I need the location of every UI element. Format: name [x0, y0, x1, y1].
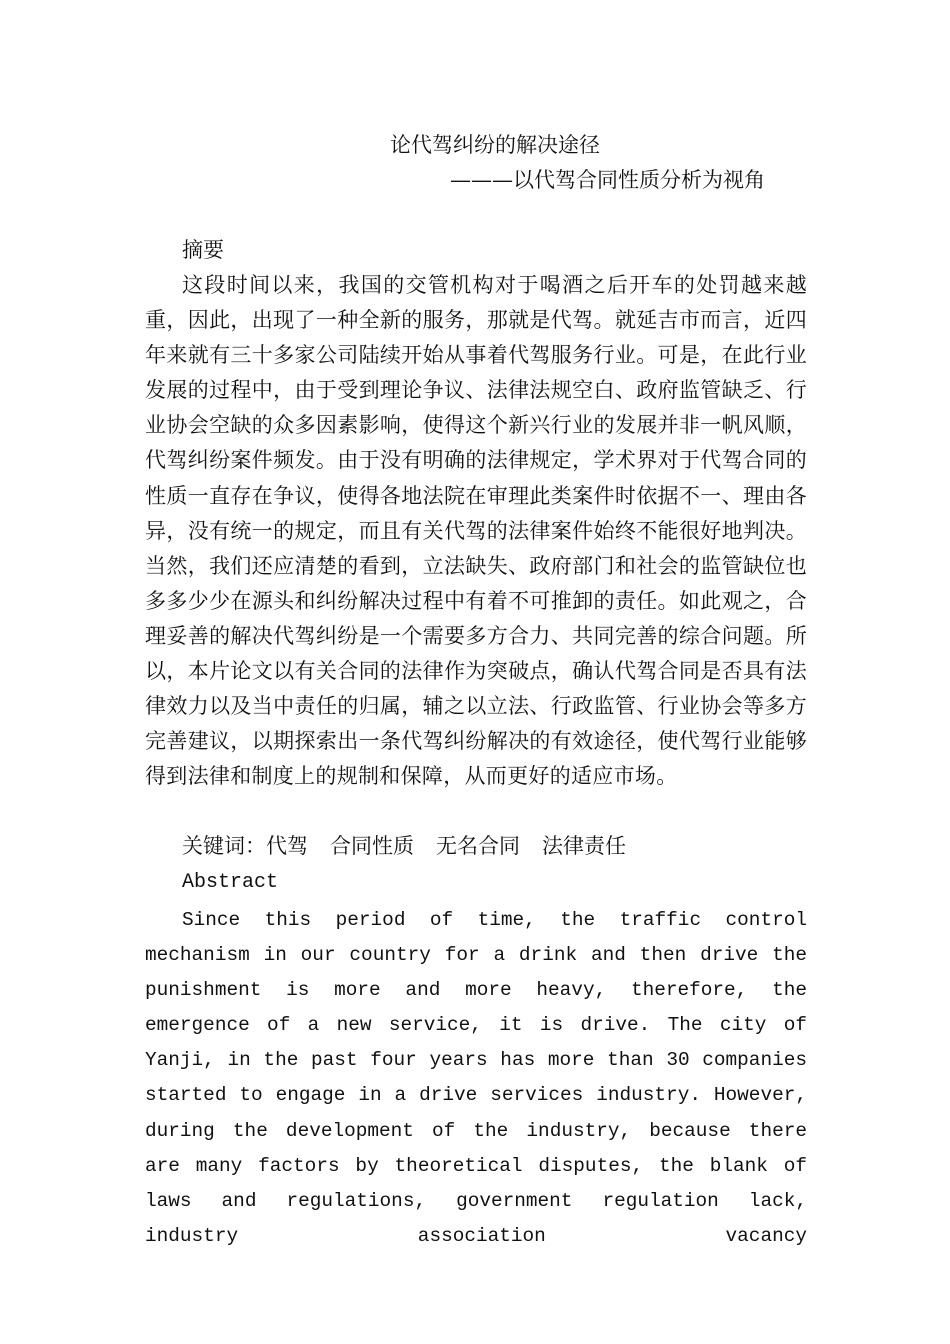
keyword: 合同性质 — [330, 834, 414, 858]
abstract-heading: 摘要 — [182, 238, 224, 262]
abstract-english-heading: Abstract — [182, 871, 279, 894]
keyword: 法律责任 — [542, 834, 626, 858]
abstract-chinese-body: 这段时间以来，我国的交管机构对于喝酒之后开车的处罚越来越重，因此，出现了一种全新的服务，那就是代驾。就延吉市而言，近四年来就有三十多家公司陆续开始从事着代驾服务行业。可是，在此行业发展的过程中，由于受到理论争议、法律法规空白、政府监管缺乏、行业协会空缺的众多因素影响，使得这个新兴行业的发展并非一帆风顺，代驾纠纷案件频发。由于没有明确的法律规定，学术界对于代驾合同的性质一直存在争议，使得各地法院在审理此类案件时依据不一、理由各异，没有统一的规定，而且有关代驾的法律案件始终不能很好地判决。当然，我们还应清楚的看到，立法缺失、政府部门和社会的监管缺位也多多少少在源头和纠纷解决过程中有着不可推卸的责任。如此观之，合理妥善的解决代驾纠纷是一个需要多方合力、共同完善的综合问题。所以，本片论文以有关合同的法律作为突破点，确认代驾合同是否具有法律效力以及当中责任的归属，辅之以立法、行政监管、行业协会等多方完善建议，以期探索出一条代驾纠纷解决的有效途径，使代驾行业能够得到法律和制度上的规制和保障，从而更好的适应市场。 — [145, 273, 807, 789]
abstract-english-body: Since this period of time, the traffic control mechanism in our country for a drink and then drive the punishment is more and more heavy, therefore, the emergence of a new service, it is drive. The city of Yanji, in the past four years has more than 30 companies started to engage in a drive services industry. However, during the development of the industry, because there are many factors by theoretical disputes, the blank of laws and regulations, government regulation lack, industry association vacancy — [145, 909, 807, 1247]
paper-title: 论代驾纠纷的解决途径 — [390, 133, 600, 157]
keyword: 代驾 — [266, 834, 308, 858]
keywords-label: 关键词： — [182, 834, 266, 858]
paper-subtitle: ———以代驾合同性质分析为视角 — [450, 168, 765, 192]
keyword: 无名合同 — [436, 834, 520, 858]
keywords-line — [182, 832, 648, 860]
